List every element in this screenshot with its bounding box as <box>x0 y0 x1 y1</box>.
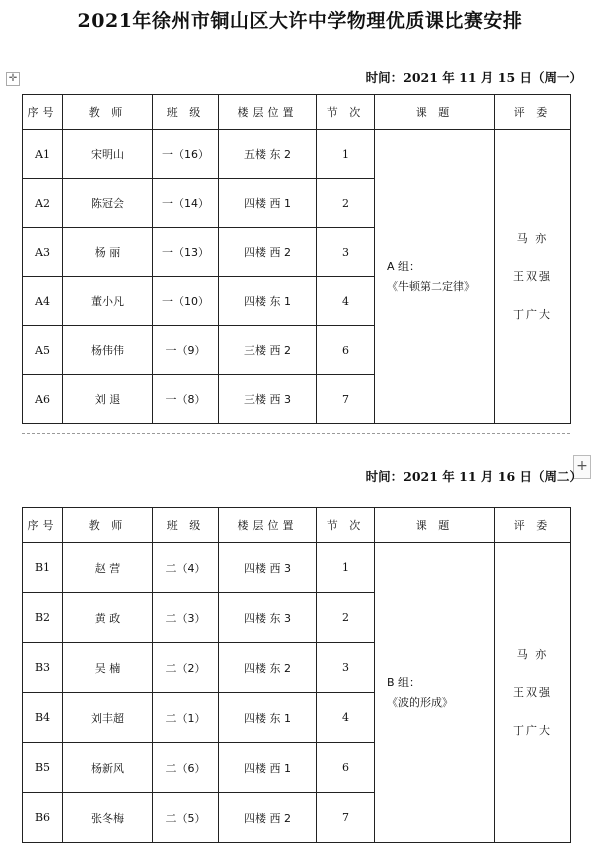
row-period: 2 <box>317 593 375 643</box>
row-class: 二（5） <box>153 793 219 843</box>
row-class: 一（9） <box>153 326 219 375</box>
table-header-row <box>23 95 571 130</box>
row-period: 4 <box>317 693 375 743</box>
row-location: 四楼 西 3 <box>219 543 317 593</box>
row-period: 4 <box>317 277 375 326</box>
row-location: 四楼 东 3 <box>219 593 317 643</box>
row-id: A5 <box>23 326 63 375</box>
row-period: 1 <box>317 130 375 179</box>
row-id: B1 <box>23 543 63 593</box>
plus-icon[interactable]: + <box>573 455 591 479</box>
schedule-table-a <box>22 94 571 424</box>
row-period: 3 <box>317 228 375 277</box>
header-topic: 课 题 <box>375 508 495 543</box>
schedule-time-tuesday: 时间：2021 年 11 月 16 日（周二） <box>365 469 582 484</box>
row-class: 二（4） <box>153 543 219 593</box>
row-teacher: 杨 丽 <box>63 228 153 277</box>
schedule-table-b <box>22 507 571 843</box>
header-judges: 评 委 <box>495 508 571 543</box>
row-id: B4 <box>23 693 63 743</box>
row-location: 五楼 东 2 <box>219 130 317 179</box>
row-class: 二（1） <box>153 693 219 743</box>
header-number: 序号 <box>23 95 63 130</box>
row-id: A3 <box>23 228 63 277</box>
row-class: 一（13） <box>153 228 219 277</box>
table-header-row <box>23 508 571 543</box>
header-topic: 课 题 <box>375 95 495 130</box>
row-teacher: 赵 营 <box>63 543 153 593</box>
header-location: 楼层位置 <box>219 508 317 543</box>
row-location: 四楼 西 1 <box>219 179 317 228</box>
row-location: 四楼 东 1 <box>219 277 317 326</box>
row-period: 6 <box>317 326 375 375</box>
judge-name: 王双强 <box>513 685 552 699</box>
row-teacher: 刘丰超 <box>63 693 153 743</box>
header-location: 楼层位置 <box>219 95 317 130</box>
row-teacher: 吴 楠 <box>63 643 153 693</box>
header-class: 班 级 <box>153 508 219 543</box>
row-location: 四楼 西 2 <box>219 793 317 843</box>
row-location: 四楼 西 2 <box>219 228 317 277</box>
row-location: 三楼 西 2 <box>219 326 317 375</box>
row-teacher: 刘 退 <box>63 375 153 424</box>
page-break-divider <box>22 433 570 434</box>
row-class: 一（14） <box>153 179 219 228</box>
row-id: B5 <box>23 743 63 793</box>
row-period: 2 <box>317 179 375 228</box>
row-period: 6 <box>317 743 375 793</box>
row-period: 7 <box>317 793 375 843</box>
row-id: A6 <box>23 375 63 424</box>
row-teacher: 黄 政 <box>63 593 153 643</box>
judge-name: 丁广大 <box>513 307 552 321</box>
row-location: 四楼 东 2 <box>219 643 317 693</box>
judge-name: 王双强 <box>513 269 552 283</box>
table-row <box>23 543 571 593</box>
table-move-handle-icon[interactable]: ✛ <box>6 72 20 86</box>
row-location: 三楼 西 3 <box>219 375 317 424</box>
table-row <box>23 130 571 179</box>
row-class: 二（2） <box>153 643 219 693</box>
row-class: 二（6） <box>153 743 219 793</box>
row-id: B6 <box>23 793 63 843</box>
topic-cell <box>375 130 495 424</box>
row-class: 一（10） <box>153 277 219 326</box>
judges-cell <box>495 543 571 843</box>
row-id: A4 <box>23 277 63 326</box>
row-location: 四楼 东 1 <box>219 693 317 743</box>
schedule-time-monday: 时间：2021 年 11 月 15 日（周一） <box>365 70 582 85</box>
row-teacher: 董小凡 <box>63 277 153 326</box>
row-id: A1 <box>23 130 63 179</box>
row-teacher: 杨伟伟 <box>63 326 153 375</box>
row-id: B3 <box>23 643 63 693</box>
row-period: 7 <box>317 375 375 424</box>
row-period: 1 <box>317 543 375 593</box>
judge-name: 马 亦 <box>516 647 549 661</box>
row-period: 3 <box>317 643 375 693</box>
judges-cell <box>495 130 571 424</box>
topic-cell <box>375 543 495 843</box>
topic-title: 《波的形成》 <box>387 695 453 709</box>
topic-group-label: B 组： <box>387 675 421 689</box>
row-class: 二（3） <box>153 593 219 643</box>
judge-name: 马 亦 <box>516 231 549 245</box>
row-location: 四楼 西 1 <box>219 743 317 793</box>
topic-group-label: A 组： <box>387 259 421 273</box>
row-teacher: 杨新风 <box>63 743 153 793</box>
row-class: 一（8） <box>153 375 219 424</box>
row-id: A2 <box>23 179 63 228</box>
row-id: B2 <box>23 593 63 643</box>
document-title: 2021年徐州市铜山区大许中学物理优质课比赛安排 <box>77 10 523 32</box>
header-teacher: 教 师 <box>63 508 153 543</box>
header-judges: 评 委 <box>495 95 571 130</box>
header-teacher: 教 师 <box>63 95 153 130</box>
header-number: 序号 <box>23 508 63 543</box>
header-period: 节 次 <box>317 508 375 543</box>
row-teacher: 陈冠会 <box>63 179 153 228</box>
topic-title: 《牛顿第二定律》 <box>387 279 475 293</box>
row-teacher: 宋明山 <box>63 130 153 179</box>
judge-name: 丁广大 <box>513 723 552 737</box>
row-class: 一（16） <box>153 130 219 179</box>
header-period: 节 次 <box>317 95 375 130</box>
row-teacher: 张冬梅 <box>63 793 153 843</box>
header-class: 班 级 <box>153 95 219 130</box>
